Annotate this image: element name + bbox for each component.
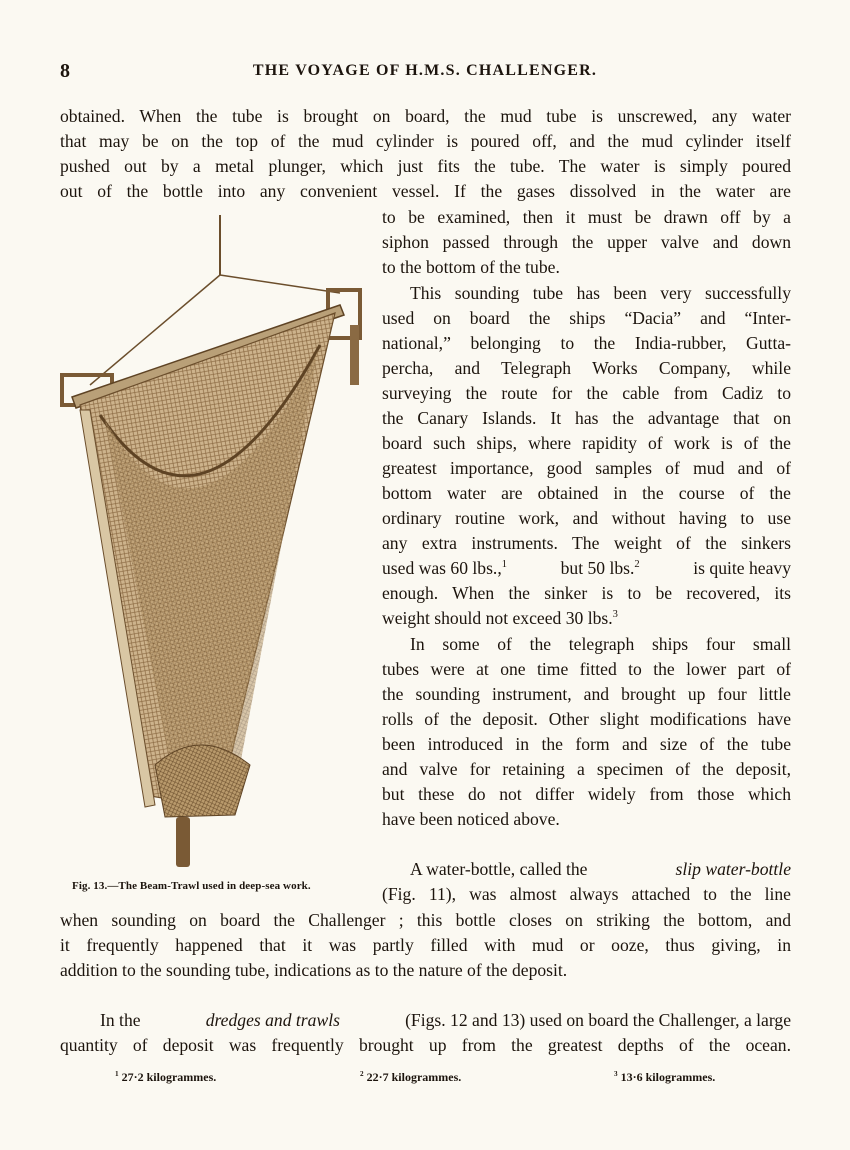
italic-term: slip water-bottle — [675, 859, 791, 879]
text-line: (Fig. 11), was almost always attached to the line — [382, 884, 791, 904]
text-line: been introduced in the form and size of the tube — [382, 734, 791, 754]
footnote — [115, 1070, 216, 1085]
text-fragment: is quite heavy — [693, 558, 791, 578]
beam-trawl-figure — [50, 205, 370, 875]
page-number: 8 — [60, 60, 70, 82]
text-fragment: (Figs. 12 and 13) used on board the Challenger, a large — [405, 1010, 791, 1030]
footnote — [614, 1070, 715, 1085]
text-line: the Canary Islands. It has the advantage that on — [382, 408, 791, 428]
footnote-text: 22·7 kilogrammes. — [366, 1070, 462, 1084]
text-line: siphon passed through the upper valve and down — [382, 232, 791, 252]
text-line: that may be on the top of the mud cylinder is poured off, and the mud cylinder itself — [60, 131, 791, 151]
text-line: the sounding instrument, and brought up four little — [382, 684, 791, 704]
beam-trawl-illustration-icon — [50, 205, 370, 875]
text-line: ordinary routine work, and without having to use — [382, 508, 791, 528]
text-line: to the bottom of the tube. — [382, 257, 560, 277]
footnote-number: 2 — [360, 1070, 364, 1078]
text-fragment — [561, 556, 640, 581]
text-fragment: A water-bottle, called the — [410, 859, 588, 879]
text-line: bottom water are obtained in the course of the — [382, 483, 791, 503]
footnote-text: 27·2 kilogrammes. — [121, 1070, 217, 1084]
footnote-text: 13·6 kilogrammes. — [620, 1070, 716, 1084]
text-line — [410, 857, 791, 882]
text-line: surveying the route for the cable from Cadiz to — [382, 383, 791, 403]
text-line: and valve for retaining a specimen of the deposit, — [382, 759, 791, 779]
text-line: enough. When the sinker is to be recovered, its — [382, 583, 791, 603]
running-head: THE VOYAGE OF H.M.S. CHALLENGER. — [252, 62, 598, 79]
text-line: addition to the sounding tube, indications as to the nature of the deposit. — [60, 960, 568, 980]
text-line: but these do not differ widely from those which — [382, 784, 791, 804]
text-line: out of the bottle into any convenient vessel. If the gases dissolved in the water are — [60, 181, 791, 201]
text-line: percha, and Telegraph Works Company, while — [382, 358, 791, 378]
footnote-mark: 3 — [612, 609, 618, 621]
text-line: used on board the ships “Dacia” and “Inter- — [382, 308, 791, 328]
text-fragment: used was 60 lbs., — [382, 558, 502, 578]
footnote-mark: 2 — [634, 559, 640, 571]
text-line: any extra instruments. The weight of the sinkers — [382, 533, 791, 553]
text-line: greatest importance, good samples of mud and of — [382, 458, 791, 478]
text-line: rolls of the deposit. Other slight modifications have — [382, 709, 791, 729]
text-line — [382, 606, 791, 631]
text-line: to be examined, then it must be drawn off by a — [382, 207, 791, 227]
footnote-mark: 1 — [501, 559, 508, 571]
text-line: tubes were at one time fitted to the lower part of — [382, 659, 791, 679]
text-fragment — [382, 556, 507, 581]
text-line: obtained. When the tube is brought on board, the mud tube is unscrewed, any water — [60, 106, 791, 126]
text-line: In some of the telegraph ships four small — [410, 634, 791, 654]
text-fragment: but 50 lbs. — [560, 558, 635, 578]
text-line: pushed out by a metal plunger, which just fits the tube. The water is simply poured — [60, 156, 791, 176]
text-line: This sounding tube has been very successfully — [410, 283, 791, 303]
text-line: quantity of deposit was frequently brought up from the greatest depths of the ocean. — [60, 1035, 791, 1055]
footnote-number: 3 — [614, 1070, 618, 1078]
footnote-number: 1 — [115, 1070, 119, 1078]
italic-term: dredges and trawls — [205, 1010, 340, 1030]
text-line-with-footnotes — [382, 556, 791, 581]
text-fragment: weight should not exceed 30 lbs. — [382, 608, 613, 628]
text-line: national,” belonging to the India-rubber, Gutta- — [382, 333, 791, 353]
footnote — [360, 1070, 461, 1085]
text-line: have been noticed above. — [382, 809, 560, 829]
text-line: when sounding on board the Challenger ; this bottle closes on striking the bottom, and — [60, 910, 791, 930]
text-line: board such ships, where rapidity of work is of the — [382, 433, 791, 453]
text-line — [100, 1008, 791, 1033]
text-line: it frequently happened that it was partly filled with mud or ooze, thus giving, in — [60, 935, 791, 955]
text-fragment: In the — [100, 1010, 141, 1030]
figure-caption: Fig. 13.—The Beam-Trawl used in deep-sea work. — [72, 880, 311, 892]
